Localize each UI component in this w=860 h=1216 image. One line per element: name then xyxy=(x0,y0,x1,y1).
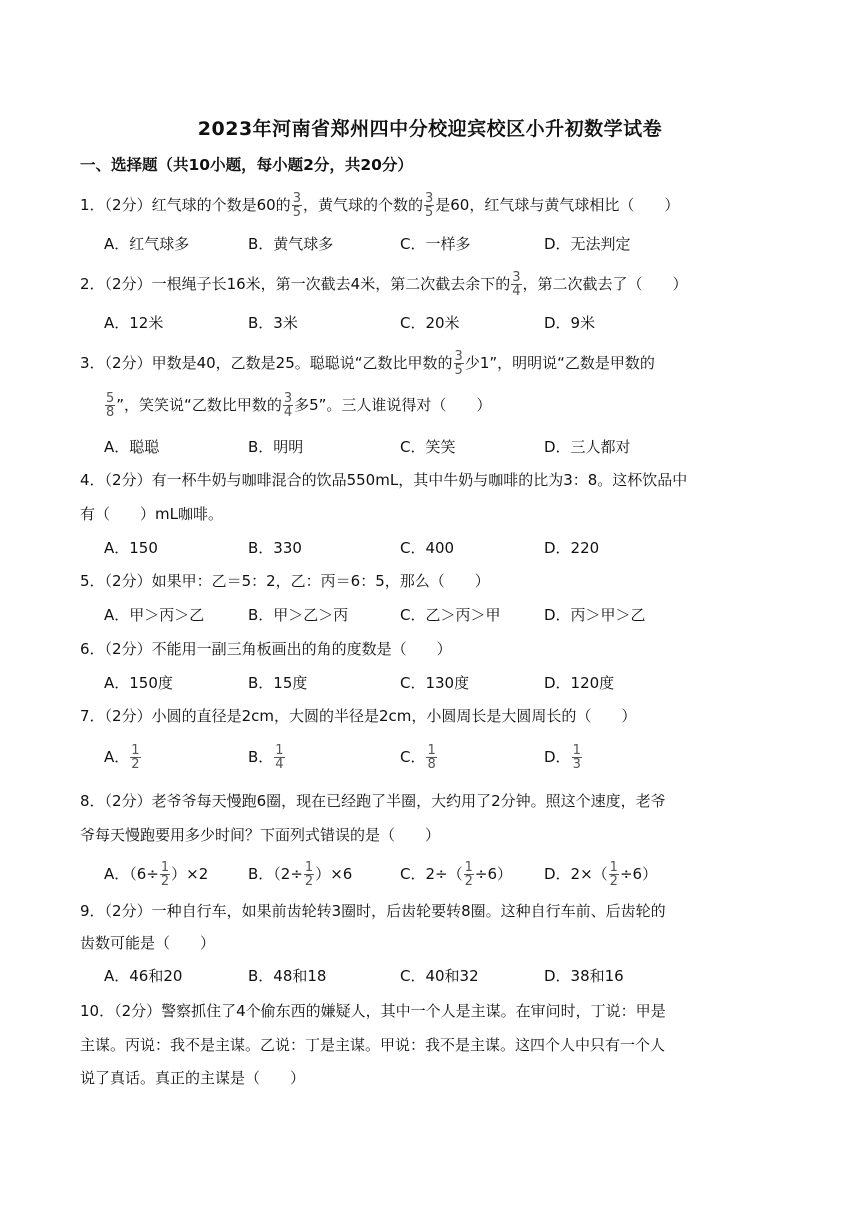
option-c: C．笑笑 xyxy=(400,438,456,456)
option-b: B．明明 xyxy=(248,438,304,456)
numerator: 1 xyxy=(131,743,140,758)
question-number: 6． xyxy=(80,640,105,658)
option-a xyxy=(104,744,142,771)
stem-text: 甲数是40，乙数是25。聪聪说“乙数比甲数的 xyxy=(151,354,453,372)
option-d: D．丙＞甲＞乙 xyxy=(544,606,646,624)
question-points: （2分） xyxy=(104,354,152,372)
option-b: B．330 xyxy=(248,539,302,557)
question-number: 1． xyxy=(80,196,105,214)
option-d: D．38和16 xyxy=(544,967,624,985)
fraction xyxy=(160,861,170,888)
option-label: A． xyxy=(104,748,130,766)
fraction xyxy=(130,744,140,771)
question-points: （2分） xyxy=(104,572,152,590)
denominator: 2 xyxy=(131,757,140,772)
stem-text: 一种自行车，如果前齿轮转3圈时，后齿轮要转8圈。这种自行车前、后齿轮的 xyxy=(151,902,666,920)
option-d: D．三人都对 xyxy=(544,438,631,456)
fraction xyxy=(304,861,314,888)
option-label: D． xyxy=(544,748,571,766)
option-b: B．甲＞乙＞丙 xyxy=(248,606,349,624)
fraction xyxy=(572,744,582,771)
option-text: A．（6÷ xyxy=(104,865,159,883)
option-text: ÷6） xyxy=(474,865,512,883)
fraction xyxy=(454,350,464,377)
option-c xyxy=(400,861,512,888)
question-number: 7． xyxy=(80,707,105,725)
stem-text: 如果甲：乙＝5：2，乙：丙＝6：5，那么（ ） xyxy=(151,572,490,590)
option-d: D．9米 xyxy=(544,314,596,332)
stem-text: 少1”，明明说“乙数是甲数的 xyxy=(464,354,655,372)
denominator: 4 xyxy=(512,284,521,299)
question-3-stem-line2 xyxy=(104,392,491,419)
numerator: 1 xyxy=(304,860,314,875)
option-b: B．48和18 xyxy=(248,967,327,985)
numerator: 3 xyxy=(283,391,293,406)
option-b: B．3米 xyxy=(248,314,298,332)
stem-text: 不能用一副三角板画出的角的度数是（ ） xyxy=(151,640,452,658)
option-a: A．红气球多 xyxy=(104,235,190,253)
fraction xyxy=(511,271,521,298)
section-heading: 一、选择题（共10小题，每小题2分，共20分） xyxy=(80,156,413,174)
question-points: （2分） xyxy=(104,792,152,810)
question-points: （2分） xyxy=(104,471,152,489)
numerator: 1 xyxy=(160,860,170,875)
option-text: C．2÷（ xyxy=(400,865,463,883)
question-points: （2分） xyxy=(104,196,152,214)
option-label: B． xyxy=(248,748,274,766)
numerator: 5 xyxy=(106,391,115,406)
option-d xyxy=(544,861,657,888)
option-d: D．220 xyxy=(544,539,600,557)
stem-text: ，黄气球的个数的 xyxy=(302,196,423,214)
fraction xyxy=(426,744,436,771)
option-a: A．12米 xyxy=(104,314,164,332)
question-4-stem-line2: 有（ ）mL咖啡。 xyxy=(80,505,223,523)
numerator: 3 xyxy=(454,349,463,364)
question-3-stem-line1 xyxy=(80,350,655,377)
question-points: （2分） xyxy=(104,707,152,725)
question-7-stem xyxy=(80,705,636,727)
fraction xyxy=(609,861,619,888)
option-b xyxy=(248,861,352,888)
option-label: C． xyxy=(400,748,426,766)
stem-text: 多5”。三人谁说得对（ ） xyxy=(294,396,492,414)
page-title: 2023年河南省郑州四中分校迎宾校区小升初数学试卷 xyxy=(197,118,663,140)
question-10-stem-line2: 主谋。丙说：我不是主谋。乙说：丁是主谋。甲说：我不是主谋。这四个人中只有一个人 xyxy=(80,1036,666,1054)
stem-text: 红气球的个数是60的 xyxy=(151,196,291,214)
denominator: 2 xyxy=(464,874,473,889)
denominator: 5 xyxy=(454,363,463,378)
question-9-stem-line2: 齿数可能是（ ） xyxy=(80,934,216,952)
question-number: 8． xyxy=(80,792,105,810)
option-text: D．2×（ xyxy=(544,865,608,883)
option-c: C．20米 xyxy=(400,314,460,332)
question-10-stem-line1 xyxy=(80,1000,666,1022)
question-points: （2分） xyxy=(114,1002,162,1020)
denominator: 2 xyxy=(609,874,618,889)
numerator: 1 xyxy=(275,743,284,758)
stem-text: 小圆的直径是2cm，大圆的半径是2cm，小圆周长是大圆周长的（ ） xyxy=(151,707,637,725)
numerator: 3 xyxy=(512,270,521,285)
option-d: D．无法判定 xyxy=(544,235,631,253)
fraction xyxy=(274,744,284,771)
option-b: B．15度 xyxy=(248,674,308,692)
denominator: 5 xyxy=(292,205,301,220)
question-9-stem-line1 xyxy=(80,900,666,922)
option-a: A．甲＞丙＞乙 xyxy=(104,606,205,624)
question-number: 2． xyxy=(80,275,105,293)
question-number: 10． xyxy=(80,1002,115,1020)
stem-text: ，第二次截去了（ ） xyxy=(522,275,688,293)
stem-text: ”，笑笑说“乙数比甲数的 xyxy=(116,396,282,414)
question-8-stem-line2: 爷每天慢跑要用多少时间？下面列式错误的是（ ） xyxy=(80,826,441,844)
option-d: D．120度 xyxy=(544,674,615,692)
numerator: 1 xyxy=(427,743,436,758)
numerator: 1 xyxy=(609,860,618,875)
question-number: 5． xyxy=(80,572,105,590)
question-6-stem xyxy=(80,638,452,660)
option-b: B．黄气球多 xyxy=(248,235,334,253)
question-10-stem-line3: 说了真话。真正的主谋是（ ） xyxy=(80,1069,306,1087)
numerator: 3 xyxy=(292,191,301,206)
option-text: ÷6） xyxy=(619,865,658,883)
fraction xyxy=(292,192,302,219)
denominator: 2 xyxy=(304,874,314,889)
option-c: C．40和32 xyxy=(400,967,479,985)
denominator: 8 xyxy=(106,405,115,420)
question-points: （2分） xyxy=(104,275,152,293)
option-a: A．聪聪 xyxy=(104,438,160,456)
option-text: ）×6 xyxy=(315,865,353,883)
fraction xyxy=(105,392,115,419)
option-c: C．乙＞丙＞甲 xyxy=(400,606,501,624)
denominator: 5 xyxy=(424,205,434,220)
numerator: 3 xyxy=(424,191,434,206)
question-8-stem-line1 xyxy=(80,790,666,812)
option-a: A．150度 xyxy=(104,674,173,692)
denominator: 4 xyxy=(275,757,284,772)
option-b xyxy=(248,744,286,771)
option-d xyxy=(544,744,583,771)
question-2-stem xyxy=(80,271,688,298)
option-c: C．一样多 xyxy=(400,235,471,253)
fraction xyxy=(424,192,434,219)
option-c xyxy=(400,744,438,771)
denominator: 4 xyxy=(283,405,293,420)
option-a: A．46和20 xyxy=(104,967,183,985)
stem-text: 是60，红气球与黄气球相比（ ） xyxy=(435,196,680,214)
option-a: A．150 xyxy=(104,539,158,557)
stem-text: 一根绳子长16米，第一次截去4米，第二次截去余下的 xyxy=(151,275,511,293)
stem-text: 老爷爷每天慢跑6圈，现在已经跑了半圈，大约用了2分钟。照这个速度，老爷 xyxy=(151,792,666,810)
option-a xyxy=(104,861,208,888)
stem-text: 警察抓住了4个偷东西的嫌疑人，其中一个人是主谋。在审问时，丁说：甲是 xyxy=(161,1002,666,1020)
question-points: （2分） xyxy=(104,902,152,920)
question-number: 4． xyxy=(80,471,105,489)
denominator: 8 xyxy=(427,757,436,772)
denominator: 3 xyxy=(572,757,581,772)
option-text: B．（2÷ xyxy=(248,865,303,883)
denominator: 2 xyxy=(160,874,170,889)
option-text: ）×2 xyxy=(171,865,209,883)
question-5-stem xyxy=(80,570,490,592)
option-c: C．130度 xyxy=(400,674,470,692)
numerator: 1 xyxy=(464,860,473,875)
fraction xyxy=(283,392,293,419)
stem-text: 有一杯牛奶与咖啡混合的饮品550mL，其中牛奶与咖啡的比为3：8。这杯饮品中 xyxy=(151,471,688,489)
question-number: 3． xyxy=(80,354,105,372)
fraction xyxy=(464,861,474,888)
numerator: 1 xyxy=(572,743,581,758)
question-number: 9． xyxy=(80,902,105,920)
option-c: C．400 xyxy=(400,539,455,557)
question-4-stem-line1 xyxy=(80,469,687,491)
question-points: （2分） xyxy=(104,640,152,658)
question-1-stem xyxy=(80,192,679,219)
